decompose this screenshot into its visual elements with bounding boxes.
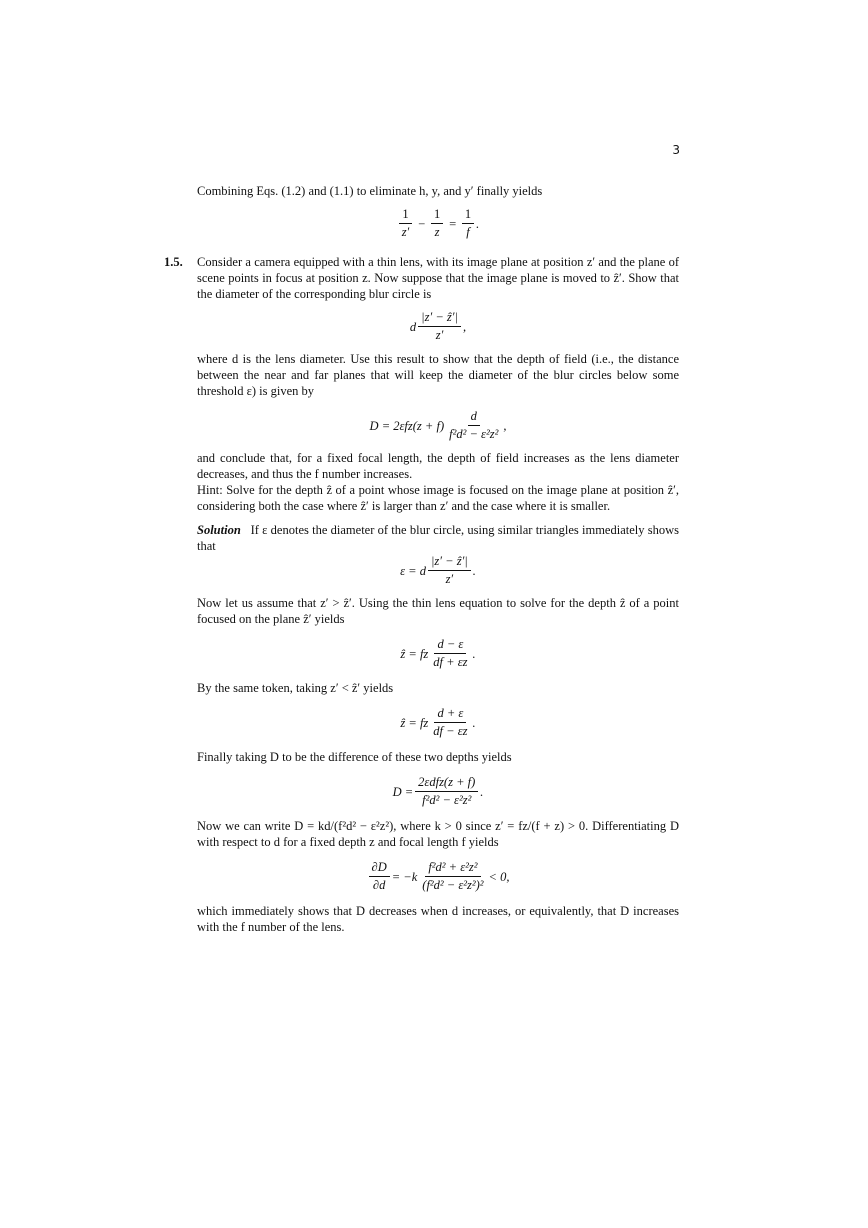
equation-numerator: d + ε — [434, 706, 466, 723]
far-depth-equation — [197, 706, 679, 739]
solution-text-4: Finally taking D to be the difference of these two depths yields — [197, 750, 512, 764]
equation-numerator: f²d² + ε²z² — [425, 860, 480, 877]
equation-lead: d — [409, 319, 417, 334]
solution-text-1: If ε denotes the diameter of the blur circle, using similar triangles immediately shows that — [197, 523, 680, 553]
derivative-equation — [197, 860, 679, 893]
thin-lens-equation: $\frac{1}{z'}$ − $\frac{1}{z}$ = $\frac{1}{f}$ . — [197, 207, 679, 240]
blur-circle-equation — [197, 310, 679, 343]
fraction-1-over-z-prime: $\frac{1}{z'}$ — [399, 207, 413, 240]
equation-denominator: df + εz — [433, 655, 468, 669]
equation-numerator: d − ε — [434, 637, 466, 654]
problem-text-3: and conclude that, for a fixed focal length, the depth of field increases as the lens diameter decreases, and thus the f number increases. — [197, 451, 679, 481]
solution-text-6: which immediately shows that D decreases when d increases, or equivalently, that D increases with the f number of the lens. — [197, 904, 679, 934]
equation-numerator: d — [468, 409, 480, 426]
solution-text-5: Now we can write D = kd/(f²d² − ε²z²), where k > 0 since z′ = fz/(f + z) > 0. Differentiating D with respect to d for a fixed depth z and focal length f yields — [197, 819, 679, 849]
equation-end: , — [462, 319, 467, 334]
equation-numerator: 2εdfz(z + f) — [415, 775, 478, 792]
solution-text-3: By the same token, taking z′ < ẑ′ yields — [197, 681, 394, 695]
problem-text-1: Consider a camera equipped with a thin lens, with its image plane at position z′ and the plane of scene points in focus at position z. Now suppose that the image plane is moved to ẑ′. Show that the diameter of the corresponding blur circle is — [197, 255, 679, 301]
equation-denominator: df − εz — [433, 724, 468, 738]
depth-difference-equation — [197, 775, 679, 808]
equation-denominator: (f²d² − ε²z²)² — [422, 878, 484, 892]
equation-end: . — [472, 563, 476, 578]
equation-lead: D = — [392, 784, 414, 799]
depth-of-field-equation — [197, 409, 679, 442]
equation-denominator: f²d² − ε²z² — [422, 793, 472, 807]
page-number: 3 — [672, 143, 680, 157]
equation-end: . — [476, 216, 480, 231]
derivative-numerator: ∂D — [369, 860, 390, 877]
equation-lead: ẑ = fz — [400, 715, 429, 730]
solution-text-2: Now let us assume that z′ > ẑ′. Using the thin lens equation to solve for the depth ẑ of a point focused on the plane ẑ′ yields — [197, 596, 679, 626]
solution-label: Solution — [197, 523, 241, 537]
derivative-denominator: ∂d — [372, 878, 386, 892]
equation-lead: D = 2εfz(z + f) — [369, 418, 445, 433]
equation-denominator: z′ — [435, 328, 444, 342]
equation-denominator: f²d² − ε²z² — [449, 427, 499, 441]
problem-1-5 — [164, 254, 679, 302]
equation-lead: ε = d — [400, 563, 426, 578]
equation-numerator: |z′ − ẑ′| — [428, 554, 471, 571]
fraction-1-over-f: $\frac{1}{f}$ — [462, 207, 474, 240]
intro-paragraph: Combining Eqs. (1.2) and (1.1) to eliminate h, y, and y′ finally yields — [197, 184, 543, 198]
solution-paragraph-1 — [197, 522, 679, 554]
page-content — [164, 183, 680, 935]
problem-number: 1.5. — [164, 255, 183, 269]
fraction-1-over-z: $\frac{1}{z}$ — [431, 207, 443, 240]
equation-end: , — [503, 418, 507, 433]
equation-end: < 0, — [488, 869, 510, 884]
equation-numerator: |z′ − ẑ′| — [418, 310, 461, 327]
equation-end: . — [472, 715, 476, 730]
near-depth-equation — [197, 637, 679, 670]
equation-lead: ẑ = fz — [400, 646, 429, 661]
equation-middle: = −k — [391, 869, 418, 884]
blur-diameter-equation — [197, 554, 679, 587]
equation-denominator: z′ — [445, 572, 454, 586]
problem-text-2: where d is the lens diameter. Use this result to show that the depth of field (i.e., the distance between the near and far planes that will keep the diameter of the blur circles below some threshold ε) is given by — [197, 352, 679, 398]
equation-end: . — [480, 784, 484, 799]
equation-end: . — [472, 646, 476, 661]
problem-hint: Hint: Solve for the depth ẑ of a point whose image is focused on the image plane at position ẑ′, considering both the case where ẑ′ is larger than z′ and the case where it is smaller. — [197, 483, 679, 513]
